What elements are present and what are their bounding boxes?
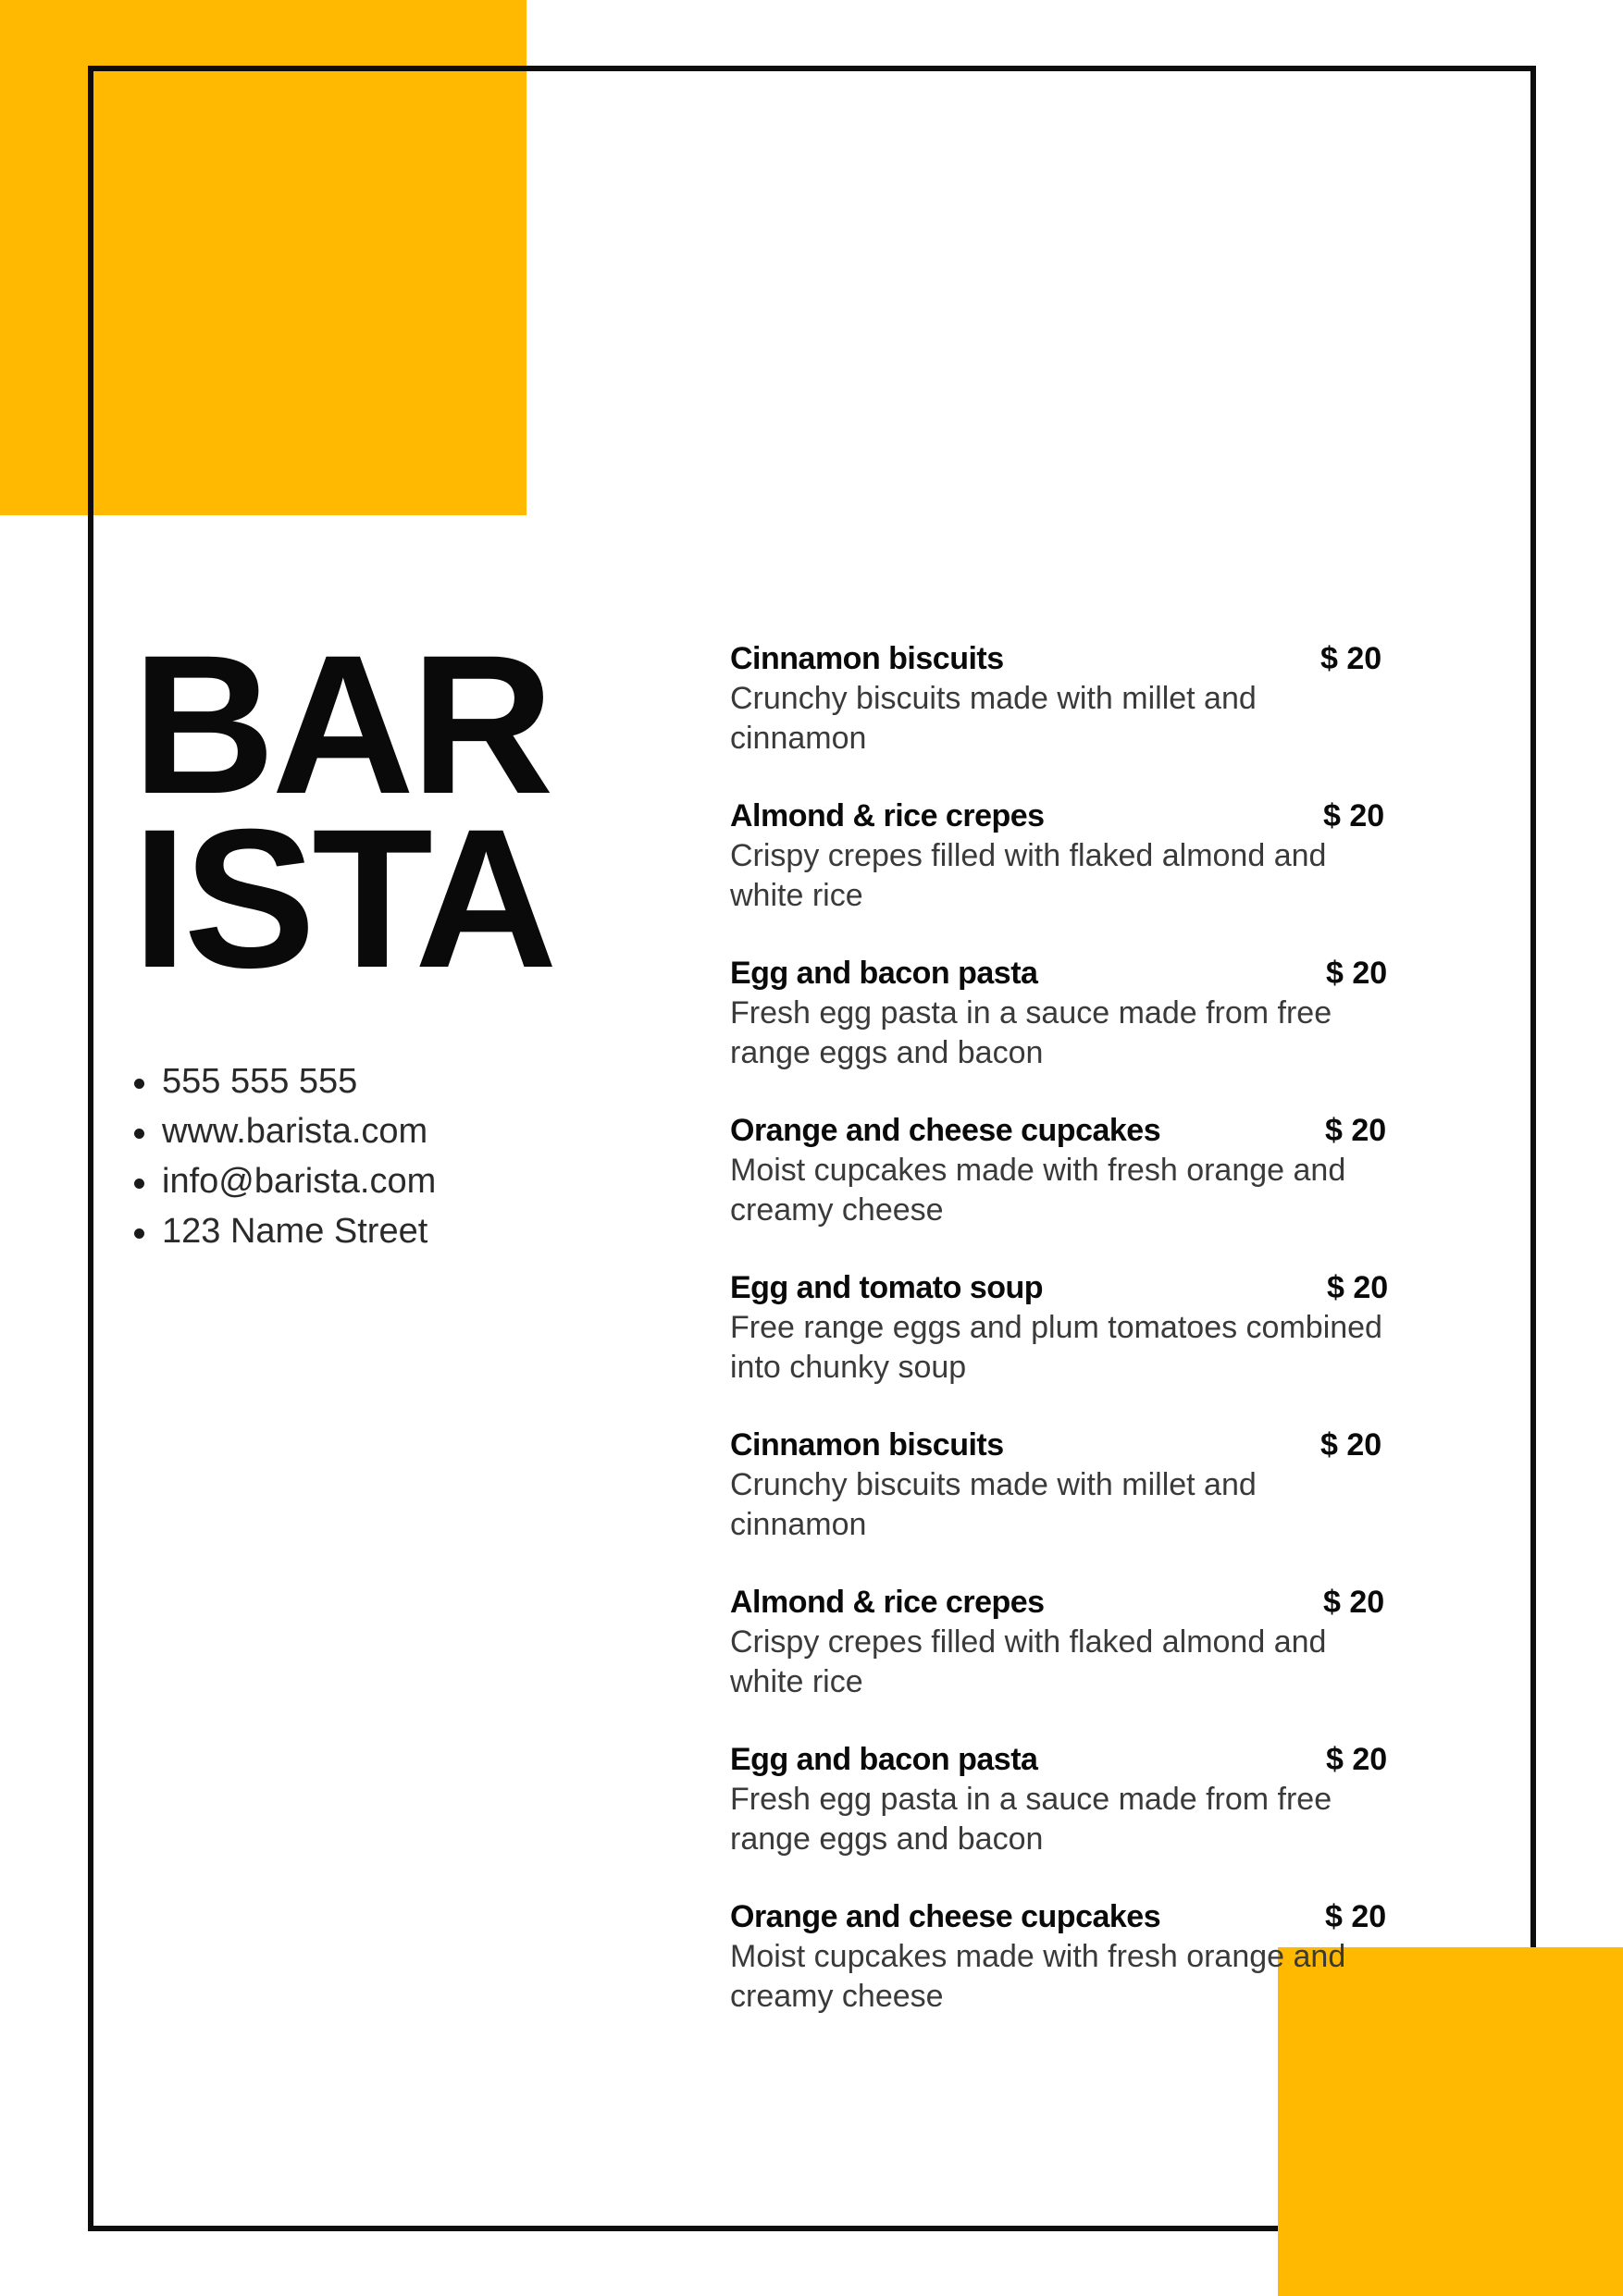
menu-item-name: Egg and bacon pasta	[730, 956, 1038, 991]
contact-list	[132, 1056, 436, 1256]
menu-item	[730, 796, 1396, 953]
menu-item	[730, 1110, 1396, 1267]
menu-item-name: Egg and tomato soup	[730, 1270, 1044, 1305]
contact-phone	[132, 1056, 436, 1106]
bullet-icon	[134, 1129, 144, 1139]
menu-item-price: $ 20	[1320, 1427, 1382, 1463]
brand-title-line-2: ISTA	[132, 788, 554, 1009]
contact-email-text: info@barista.com	[162, 1162, 437, 1201]
menu-item-price: $ 20	[1325, 1899, 1387, 1934]
bullet-icon	[134, 1079, 144, 1089]
menu-item-description: Fresh egg pasta in a sauce made from free range eggs and bacon	[730, 1782, 1332, 1857]
menu-item-description: Crunchy biscuits made with millet and cinnamon	[730, 681, 1257, 756]
menu-item-description: Crunchy biscuits made with millet and cinnamon	[730, 1467, 1257, 1542]
menu-item-description: Moist cupcakes made with fresh orange and creamy cheese	[730, 1939, 1346, 2014]
menu-item-name: Cinnamon biscuits	[730, 1427, 1004, 1463]
bullet-icon	[134, 1228, 144, 1239]
contact-email	[132, 1156, 436, 1206]
menu-item	[730, 953, 1396, 1110]
menu-item	[730, 1582, 1396, 1739]
menu-item	[730, 638, 1396, 796]
menu-item-description: Crispy crepes filled with flaked almond and white rice	[730, 1624, 1327, 1699]
menu-item-name: Cinnamon biscuits	[730, 641, 1004, 676]
menu-item-price: $ 20	[1325, 1113, 1387, 1148]
menu-item	[730, 1267, 1396, 1425]
menu-item-price: $ 20	[1326, 1742, 1388, 1777]
menu-list	[730, 638, 1396, 2054]
menu-item-price: $ 20	[1327, 1270, 1389, 1305]
menu-item-description: Fresh egg pasta in a sauce made from free range eggs and bacon	[730, 995, 1332, 1070]
menu-item-description: Free range eggs and plum tomatoes combined into chunky soup	[730, 1310, 1382, 1385]
contact-phone-text: 555 555 555	[162, 1062, 358, 1101]
menu-item-name: Orange and cheese cupcakes	[730, 1113, 1161, 1148]
menu-item	[730, 1739, 1396, 1896]
contact-website-text: www.barista.com	[162, 1112, 428, 1151]
contact-address-text: 123 Name Street	[162, 1212, 428, 1251]
menu-item-name: Almond & rice crepes	[730, 1585, 1045, 1620]
menu-item-price: $ 20	[1326, 956, 1388, 991]
menu-item-description: Crispy crepes filled with flaked almond and white rice	[730, 838, 1327, 913]
menu-item-name: Egg and bacon pasta	[730, 1742, 1038, 1777]
contact-website	[132, 1106, 436, 1156]
menu-item-price: $ 20	[1323, 798, 1385, 833]
bullet-icon	[134, 1179, 144, 1189]
contact-address	[132, 1206, 436, 1256]
menu-item-description: Moist cupcakes made with fresh orange and creamy cheese	[730, 1153, 1346, 1228]
brand-title-line-1: BAR	[132, 614, 551, 835]
menu-item	[730, 1896, 1396, 2054]
menu-item-price: $ 20	[1320, 641, 1382, 676]
menu-item-name: Almond & rice crepes	[730, 798, 1045, 833]
menu-item-price: $ 20	[1323, 1585, 1385, 1620]
brand-title	[132, 614, 554, 1009]
menu-item	[730, 1425, 1396, 1582]
menu-item-name: Orange and cheese cupcakes	[730, 1899, 1161, 1934]
